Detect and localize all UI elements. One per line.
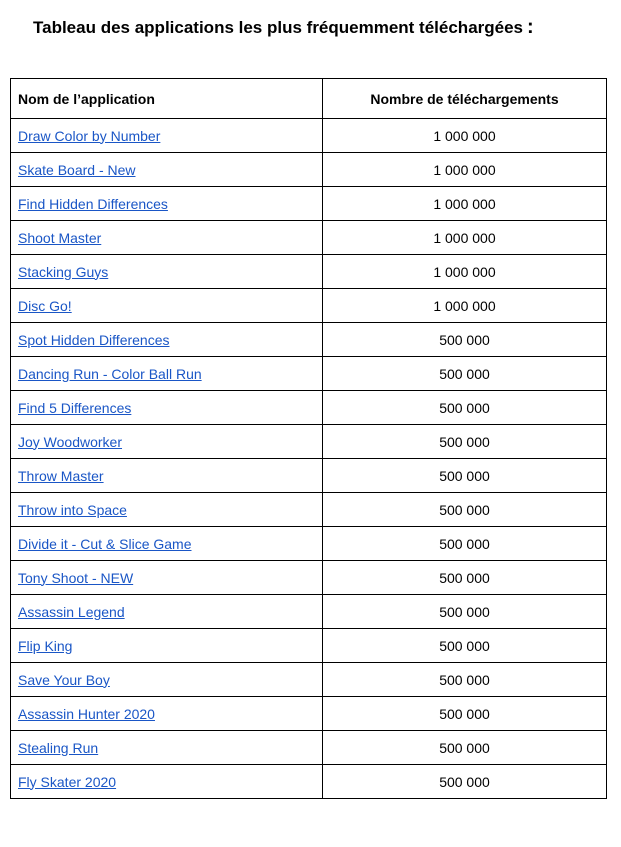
app-link[interactable]: Draw Color by Number [18, 127, 161, 144]
app-name-cell [11, 391, 323, 425]
app-name-cell [11, 629, 323, 663]
table-row [11, 459, 607, 493]
app-name-cell [11, 663, 323, 697]
column-header-downloads: Nombre de téléchargements [323, 79, 607, 119]
app-link[interactable]: Skate Board - New [18, 161, 136, 178]
downloads-cell: 1 000 000 [323, 255, 607, 289]
table-row [11, 629, 607, 663]
table-row [11, 255, 607, 289]
table-body [11, 119, 607, 799]
app-link[interactable]: Divide it - Cut & Slice Game [18, 535, 192, 552]
app-name-cell [11, 119, 323, 153]
downloads-cell: 1 000 000 [323, 289, 607, 323]
app-name-cell [11, 765, 323, 799]
downloads-cell: 1 000 000 [323, 153, 607, 187]
app-link[interactable]: Find Hidden Differences [18, 195, 168, 212]
downloads-cell: 500 000 [323, 425, 607, 459]
table-row [11, 765, 607, 799]
app-link[interactable]: Throw Master [18, 467, 104, 484]
downloads-cell: 500 000 [323, 629, 607, 663]
downloads-cell: 500 000 [323, 459, 607, 493]
app-link[interactable]: Assassin Hunter 2020 [18, 705, 155, 722]
app-link[interactable]: Find 5 Differences [18, 399, 132, 416]
app-link[interactable]: Stealing Run [18, 739, 99, 756]
table-row [11, 323, 607, 357]
app-link[interactable]: Spot Hidden Differences [18, 331, 170, 348]
app-name-cell [11, 697, 323, 731]
app-name-cell [11, 153, 323, 187]
downloads-cell: 500 000 [323, 323, 607, 357]
app-name-cell [11, 493, 323, 527]
downloads-cell: 500 000 [323, 527, 607, 561]
table-row [11, 663, 607, 697]
app-name-cell [11, 425, 323, 459]
table-row [11, 221, 607, 255]
table-row [11, 527, 607, 561]
downloads-cell: 500 000 [323, 765, 607, 799]
downloads-cell: 500 000 [323, 663, 607, 697]
table-row [11, 119, 607, 153]
page-title [33, 16, 534, 39]
app-link[interactable]: Throw into Space [18, 501, 127, 518]
downloads-cell: 1 000 000 [323, 221, 607, 255]
app-link[interactable]: Tony Shoot - NEW [18, 569, 134, 586]
table-row [11, 187, 607, 221]
app-name-cell [11, 561, 323, 595]
app-name-cell [11, 459, 323, 493]
table-row [11, 561, 607, 595]
app-name-cell [11, 323, 323, 357]
table-row [11, 697, 607, 731]
app-link[interactable]: Shoot Master [18, 229, 102, 246]
table-row [11, 153, 607, 187]
downloads-cell: 500 000 [323, 697, 607, 731]
downloads-cell: 500 000 [323, 391, 607, 425]
app-name-cell [11, 357, 323, 391]
page-title-text: Tableau des applications les plus fréquemment téléchargées [33, 18, 524, 37]
app-link[interactable]: Fly Skater 2020 [18, 773, 117, 790]
downloads-cell: 500 000 [323, 561, 607, 595]
table-row [11, 731, 607, 765]
downloads-cell: 1 000 000 [323, 119, 607, 153]
table-row [11, 357, 607, 391]
app-link[interactable]: Disc Go! [18, 297, 72, 314]
downloads-cell: 500 000 [323, 731, 607, 765]
app-name-cell [11, 527, 323, 561]
downloads-cell: 500 000 [323, 493, 607, 527]
table-row [11, 595, 607, 629]
app-link[interactable]: Flip King [18, 637, 73, 654]
table-row [11, 493, 607, 527]
app-link[interactable]: Save Your Boy [18, 671, 110, 688]
app-link[interactable]: Assassin Legend [18, 603, 125, 620]
apps-table [10, 78, 607, 799]
app-name-cell [11, 731, 323, 765]
downloads-cell: 500 000 [323, 595, 607, 629]
app-name-cell [11, 289, 323, 323]
table-header-row [11, 79, 607, 119]
table-row [11, 391, 607, 425]
downloads-cell: 500 000 [323, 357, 607, 391]
app-link[interactable]: Dancing Run - Color Ball Run [18, 365, 202, 382]
app-name-cell [11, 255, 323, 289]
downloads-cell: 1 000 000 [323, 187, 607, 221]
app-name-cell [11, 221, 323, 255]
column-header-name: Nom de l’application [11, 79, 323, 119]
app-link[interactable]: Stacking Guys [18, 263, 109, 280]
page-title-colon: : [527, 16, 534, 38]
app-link[interactable]: Joy Woodworker [18, 433, 123, 450]
table-row [11, 289, 607, 323]
app-name-cell [11, 187, 323, 221]
app-name-cell [11, 595, 323, 629]
table-row [11, 425, 607, 459]
